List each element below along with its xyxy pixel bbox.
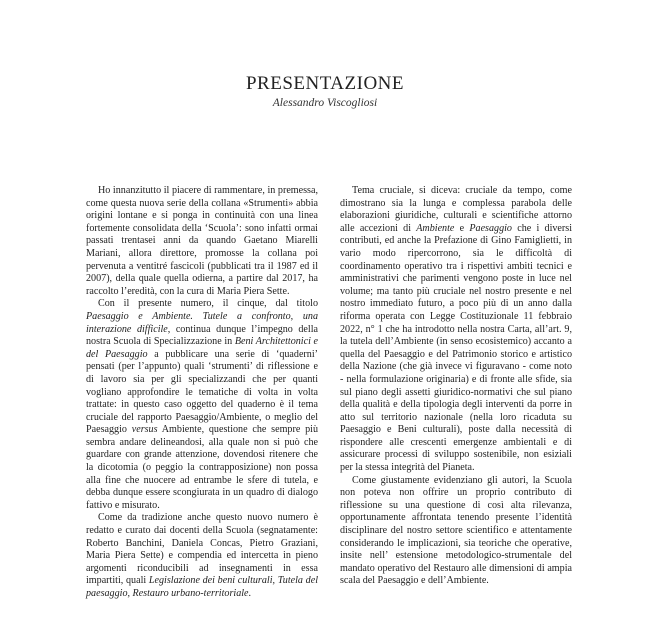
text-run: a pubblicare una serie di ‘quaderni’ pensati (per l’appunto) quali ‘strumenti’ di riflessione e di lavoro sia per gli specializzandi che per quanti vogliano approfondire le tematiche di volta in volta trattate: in questo caso oggetto del quaderno è il tema cruciale del rapporto Paesaggio/Ambiente, o meglio del Paesaggio [86,348,319,436]
paragraph [86,185,318,298]
text-run: Come giustamente evidenziano gli autori, la Scuola non poteva non offrire un proprio contributo di riflessione su una questione di così alta rilevanza, opportunamente affrontata tenendo presente l’identità disciplinare del nostro settore scientifico e attentamente considerando le implicazioni, sia teoriche che operative, insite nell’ estensione metodologico-strumentale del mandato operativo del Restauro alle dimensioni di ampia scala del Paesaggio e dell’Ambiente. [340,474,572,587]
text-run: che i diversi contributi, ed anche la Prefazione di Gino Famiglietti, in vario modo ripercorrono, sia le difficoltà di coordinamento operativo tra i rispettivi ambiti tecnici e amministrativi che parimenti vengono poste in luce nel volume; ma tanto più cruciale nel nostro presente e nel nostro immediato futuro, a poco più di un anno dalla riforma operata con Legge Costituzionale 11 febbraio 2022, n° 1 che ha introdotto nella nostra Carta, all’art. 9, la tutela dell’Ambiente (in senso ecosistemico) accanto a quella del Paesaggio e del Patrimonio storico e artistico della Nazione (che già invece vi figuravano - come noto - nella formulazione originaria) e di fronte alle sfide, sia sul piano degli assetti giuridico-normativi che sul piano della qualità e della tipologia degli interventi da porre in atto sul territorio nazionale (nella loro ricaduta su Paesaggio e Beni culturali), poste dalla necessità di rispondere alle crescenti emergenze ambientali e di assicurare processi di sviluppo sostenibile, non esiziali per la stessa integrità del Pianeta. [340,222,573,474]
left-column [86,185,318,601]
text-run: Tema cruciale, si diceva: cruciale da tempo, come dimostrano sia la lunga e complessa parabola delle elaborazioni giuridiche, culturali e scientifiche attorno alle accezioni di [340,185,572,234]
page-title: PRESENTAZIONE [245,73,405,94]
italic-text: Ambiente [416,222,455,234]
paragraph [340,185,572,475]
author-name: Alessandro Viscogliosi [272,97,378,109]
text-run: Ambiente, questione che sempre più sembra andare delineandosi, alla quale non si può che guardare con grande attenzione, dovendosi ritenere che la dicotomia (o peggio la contrapposizione) non possa alla fine che nuocere ad entrambe le sfere di tutela, e debba dunque essere scongiurata in un quadro di dialogo fattivo e misurato. [86,424,319,511]
text-run: , continua dunque l’impegno della nostra Scuola di Specializzazione in [86,323,318,348]
text-run: Con il presente numero, il cinque, dal titolo [98,298,318,310]
italic-text: Paesaggio [469,222,512,234]
text-run: Ho innanzitutto il piacere di rammentare, in premessa, come questa nuova serie della collana «Strumenti» abbia origini lontane e si ponga in continuità con una linea fortemente consolidata della ‘Scuola’: sono infatti ormai passati trentasei anni da quando Gaetano Miarelli Mariani, allora direttore, promosse la collana poi pervenuta a ventitré fascicoli (pubblicati tra il 1987 ed il 2007), della quale quella odierna, a partire dal 2017, ha raccolto l’eredità, con la cura di Maria Piera Sette. [86,185,318,297]
text-run: e [454,222,470,234]
text-run: . [248,588,252,599]
italic-text: Beni Architettonici e del Paesaggio [86,336,318,360]
italic-text: versus [131,424,158,436]
paragraph [86,298,318,512]
italic-text: Paesaggio e Ambiente. Tutele a confronto, una interazione difficile [86,310,318,335]
text-run: Come da tradizione anche questo nuovo numero è redatto e curato dai docenti della Scuola (segnatamente: Roberto Banchini, Daniela Concas, Pietro Graziani, Maria Piera Sette) e compendia ed intercetta in pieno argomenti riconducibili ad insegnamenti in essa impartiti, quali [86,512,318,587]
paragraph [86,512,318,600]
right-column [340,185,572,588]
paragraph [340,475,572,588]
italic-text: Legislazione dei beni culturali, Tutela del paesaggio, Restauro urbano-territoriale [86,575,319,599]
